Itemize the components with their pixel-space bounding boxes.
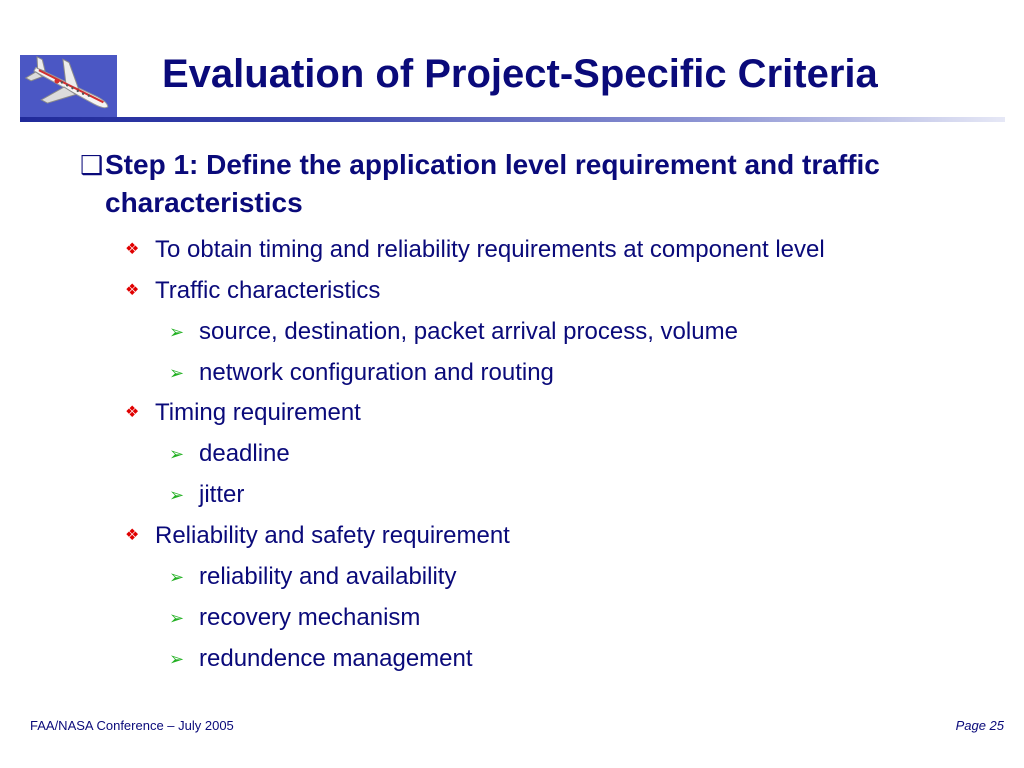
diamond-bullet-icon: ❖ (125, 282, 140, 299)
bullet-item-level2 (125, 235, 825, 265)
bullet-item-level1 (80, 146, 980, 222)
bullet-text: Traffic characteristics (155, 277, 381, 304)
bullet-text: reliability and availability (199, 563, 457, 590)
bullet-item-level2 (125, 276, 380, 306)
bullet-text: recovery mechanism (199, 604, 421, 631)
arrow-bullet-icon: ➢ (169, 608, 185, 628)
bullet-text: redundence management (199, 645, 473, 672)
bullet-text: network configuration and routing (199, 359, 554, 386)
arrow-bullet-icon: ➢ (169, 649, 185, 669)
diamond-bullet-icon: ❖ (125, 527, 140, 544)
arrow-bullet-icon: ➢ (169, 363, 185, 383)
arrow-bullet-icon: ➢ (169, 485, 185, 505)
bullet-text: Step 1: Define the application level requirement and traffic characteristics (105, 149, 880, 218)
bullet-item-level3 (169, 439, 290, 469)
bullet-item-level3 (169, 644, 473, 674)
arrow-bullet-icon: ➢ (169, 444, 185, 464)
footer-page-number: Page 25 (955, 718, 1004, 733)
arrow-bullet-icon: ➢ (169, 322, 185, 342)
square-bullet-icon: ❑ (80, 150, 104, 180)
bullet-item-level2 (125, 398, 361, 428)
bullet-item-level2 (125, 521, 510, 551)
bullet-text: jitter (199, 481, 245, 508)
bullet-text: Timing requirement (155, 399, 361, 426)
bullet-text: source, destination, packet arrival process, volume (199, 318, 738, 345)
slide-title: Evaluation of Project-Specific Criteria (162, 52, 878, 96)
bullet-text: Reliability and safety requirement (155, 522, 510, 549)
diamond-bullet-icon: ❖ (125, 241, 140, 258)
bullet-text: deadline (199, 440, 290, 467)
bullet-item-level3 (169, 603, 420, 633)
footer-conference: FAA/NASA Conference – July 2005 (30, 718, 234, 733)
bullet-item-level3 (169, 562, 456, 592)
bullet-text: To obtain timing and reliability requirements at component level (155, 236, 825, 263)
bullet-item-level3 (169, 480, 244, 510)
bullet-item-level3 (169, 317, 738, 347)
diamond-bullet-icon: ❖ (125, 404, 140, 421)
arrow-bullet-icon: ➢ (169, 567, 185, 587)
bullet-item-level3 (169, 358, 554, 388)
